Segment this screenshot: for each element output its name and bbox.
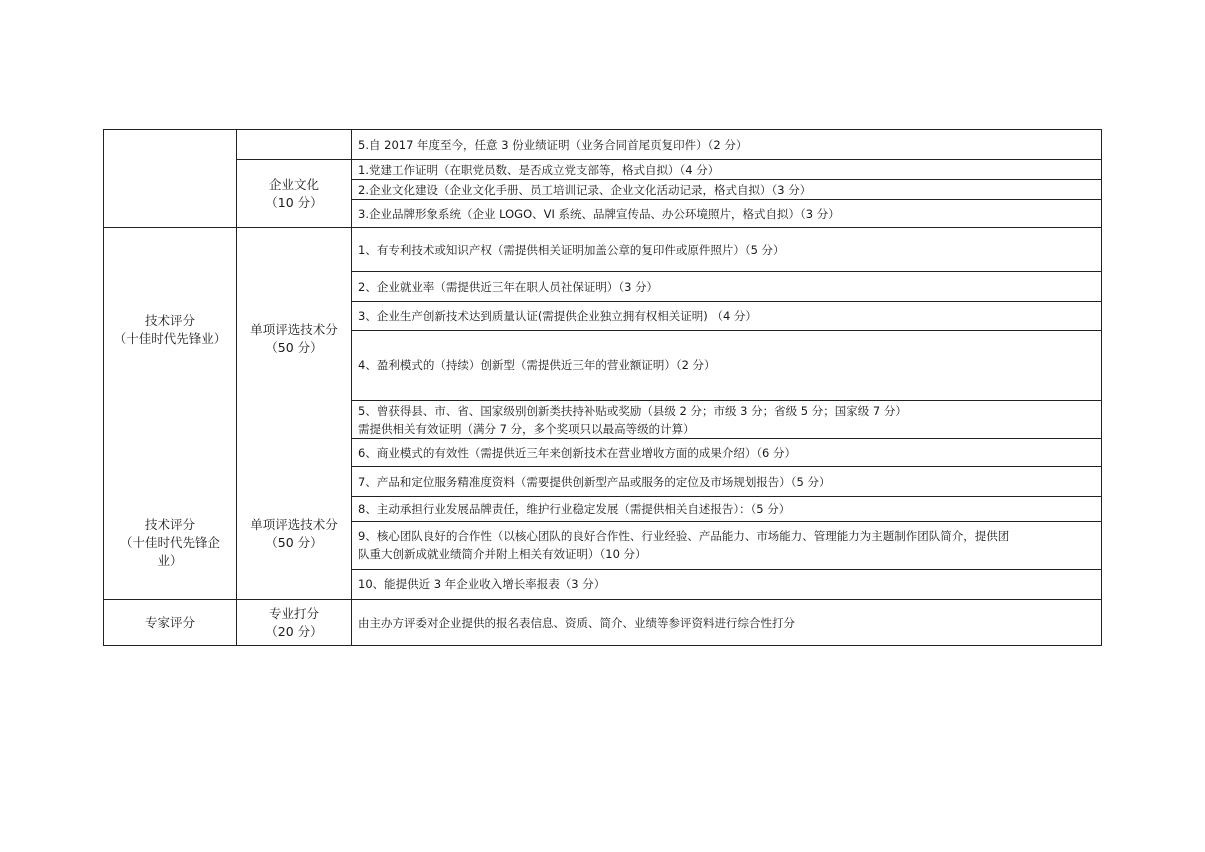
criteria-line: 9、核心团队良好的合作性（以核心团队的良好合作性、行业经验、产品能力、市场能力、管理能力为主题制作团队简介，提供团 <box>358 529 1010 544</box>
culture-score: （10 分） <box>265 194 323 210</box>
tech-subcategory-label: 单项评选技术分 <box>250 517 338 532</box>
expert-category-cell: 专家评分 <box>104 600 237 646</box>
criteria-line: 需提供相关有效证明（满分 7 分，多个奖项只以最高等级的计算） <box>358 421 695 436</box>
table-row <box>104 228 1102 272</box>
table-row <box>104 160 1102 180</box>
expert-subcategory-label: 专业打分 <box>268 605 319 621</box>
criteria-item: 2.企业文化建设（企业文化手册、员工培训记录、企业文化活动记录，格式自拟）（3 分） <box>352 180 1102 200</box>
criteria-item: 10、能提供近 3 年企业收入增长率报表（3 分） <box>352 569 1102 599</box>
tech-category-label: 技术评分 <box>144 313 195 328</box>
tech-subcategory-group-1 <box>237 321 351 357</box>
tech-subcategory-cell <box>237 228 352 600</box>
criteria-item-multiline <box>352 400 1102 438</box>
expert-subcategory-score: （20 分） <box>265 623 323 639</box>
scoring-criteria-table <box>103 129 1102 646</box>
table-row <box>104 600 1102 646</box>
criteria-line: 5、曾获得县、市、省、国家级别创新类扶持补贴或奖励（县级 2 分；市级 3 分；省级 5 分；国家级 7 分） <box>358 403 907 418</box>
criteria-item: 3、企业生产创新技术达到质量认证(需提供企业独立拥有权相关证明) （4 分） <box>352 302 1102 330</box>
expert-subcategory-cell <box>237 600 352 646</box>
criteria-item: 由主办方评委对企业提供的报名表信息、资质、简介、业绩等参评资料进行综合性打分 <box>352 600 1102 646</box>
tech-category-group-1 <box>104 312 236 348</box>
tech-category-cell <box>104 228 237 600</box>
criteria-item: 4、盈利模式的（持续）创新型（需提供近三年的营业额证明）（2 分） <box>352 330 1102 400</box>
culture-label: 企业文化 <box>268 176 319 192</box>
tech-category-sub: （十佳时代先锋业） <box>113 331 227 346</box>
tech-subcategory-score: （50 分） <box>265 535 323 550</box>
criteria-item: 6、商业模式的有效性（需提供近三年来创新技术在营业增收方面的成果介绍）（6 分） <box>352 439 1102 467</box>
criteria-item: 7、产品和定位服务精准度资料（需要提供创新型产品或服务的定位及市场规划报告）（5 分） <box>352 467 1102 497</box>
tech-category-sub: （十佳时代先锋企业） <box>119 535 220 568</box>
criteria-item-multiline <box>352 521 1102 569</box>
empty-subcategory-cell <box>237 130 352 160</box>
criteria-item: 3.企业品牌形象系统（企业 LOGO、VI 系统、品牌宣传品、办公环境照片，格式自拟）（3 分） <box>352 200 1102 228</box>
criteria-item: 8、主动承担行业发展品牌责任，维护行业稳定发展（需提供相关自述报告）：（5 分） <box>352 497 1102 521</box>
tech-category-group-2 <box>104 516 236 570</box>
criteria-item: 2、企业就业率（需提供近三年在职人员社保证明）（3 分） <box>352 272 1102 302</box>
table-row <box>104 130 1102 160</box>
criteria-line: 队重大创新成就业绩简介并附上相关有效证明）（10 分） <box>358 547 647 562</box>
tech-subcategory-group-2 <box>237 516 351 552</box>
tech-subcategory-label: 单项评选技术分 <box>250 322 338 337</box>
criteria-item: 1.党建工作证明（在职党员数、是否成立党支部等，格式自拟）（4 分） <box>352 160 1102 180</box>
culture-subcategory-cell <box>237 160 352 228</box>
tech-category-label: 技术评分 <box>144 517 195 532</box>
criteria-item: 5.自 2017 年度至今，任意 3 份业绩证明（业务合同首尾页复印件）（2 分） <box>352 130 1102 160</box>
tech-subcategory-score: （50 分） <box>265 340 323 355</box>
criteria-item: 1、有专利技术或知识产权（需提供相关证明加盖公章的复印件或原件照片）（5 分） <box>352 228 1102 272</box>
empty-category-cell <box>104 130 237 228</box>
